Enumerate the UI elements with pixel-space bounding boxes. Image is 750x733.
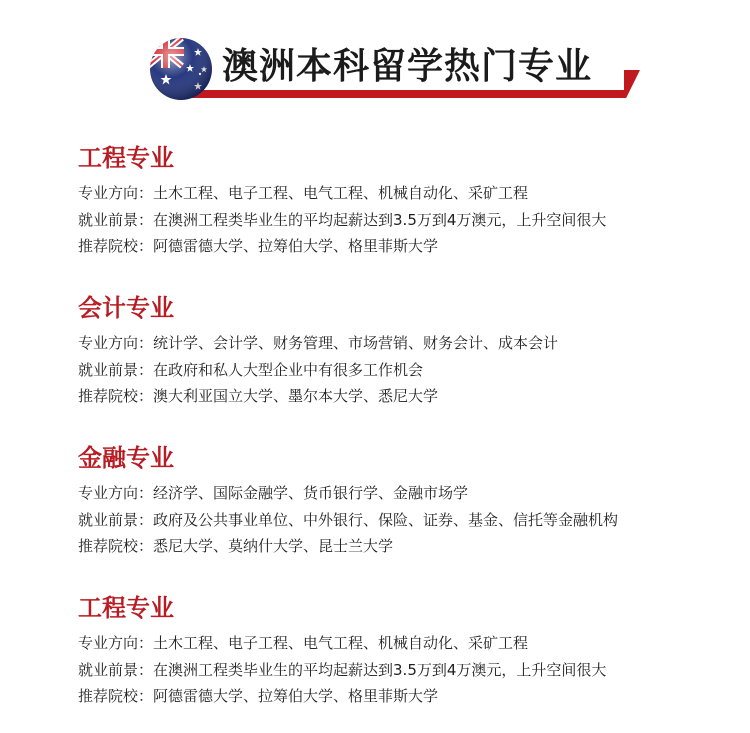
career-prospect-text: 就业前景：在澳洲工程类毕业生的平均起薪达到3.5万到4万澳元，上升空间很大	[78, 660, 607, 679]
major-section-engineering	[78, 142, 718, 260]
recommended-schools-text: 推荐院校：阿德雷德大学、拉筹伯大学、格里菲斯大学	[78, 687, 439, 705]
career-prospect-text: 就业前景：在政府和私人大型企业中有很多工作机会	[78, 360, 424, 379]
major-section-engineering-repeat	[78, 592, 718, 710]
recommended-schools-text: 推荐院校：阿德雷德大学、拉筹伯大学、格里菲斯大学	[78, 237, 439, 255]
major-direction-text: 专业方向：土木工程、电子工程、电气工程、机械自动化、采矿工程	[78, 184, 529, 202]
australia-flag-ball-icon	[148, 36, 214, 102]
section-title: 工程专业	[78, 144, 174, 172]
section-title: 金融专业	[78, 444, 174, 472]
section-title: 会计专业	[78, 294, 174, 322]
major-direction-text: 专业方向：统计学、会计学、财务管理、市场营销、财务会计、成本会计	[78, 334, 559, 352]
major-direction-text: 专业方向：土木工程、电子工程、电气工程、机械自动化、采矿工程	[78, 634, 529, 652]
major-direction-text: 专业方向：经济学、国际金融学、货币银行学、金融市场学	[78, 484, 469, 502]
recommended-schools-text: 推荐院校：悉尼大学、莫纳什大学、昆士兰大学	[78, 537, 394, 555]
major-section-finance	[78, 442, 718, 560]
major-section-accounting	[78, 292, 718, 410]
recommended-schools-text: 推荐院校：澳大利亚国立大学、墨尔本大学、悉尼大学	[78, 387, 439, 405]
section-title: 工程专业	[78, 594, 174, 622]
page-header	[0, 0, 750, 110]
page-title: 澳洲本科留学热门专业	[222, 46, 593, 87]
career-prospect-text: 就业前景：在澳洲工程类毕业生的平均起薪达到3.5万到4万澳元，上升空间很大	[78, 210, 607, 229]
career-prospect-text: 就业前景：政府及公共事业单位、中外银行、保险、证券、基金、信托等金融机构	[78, 510, 619, 529]
